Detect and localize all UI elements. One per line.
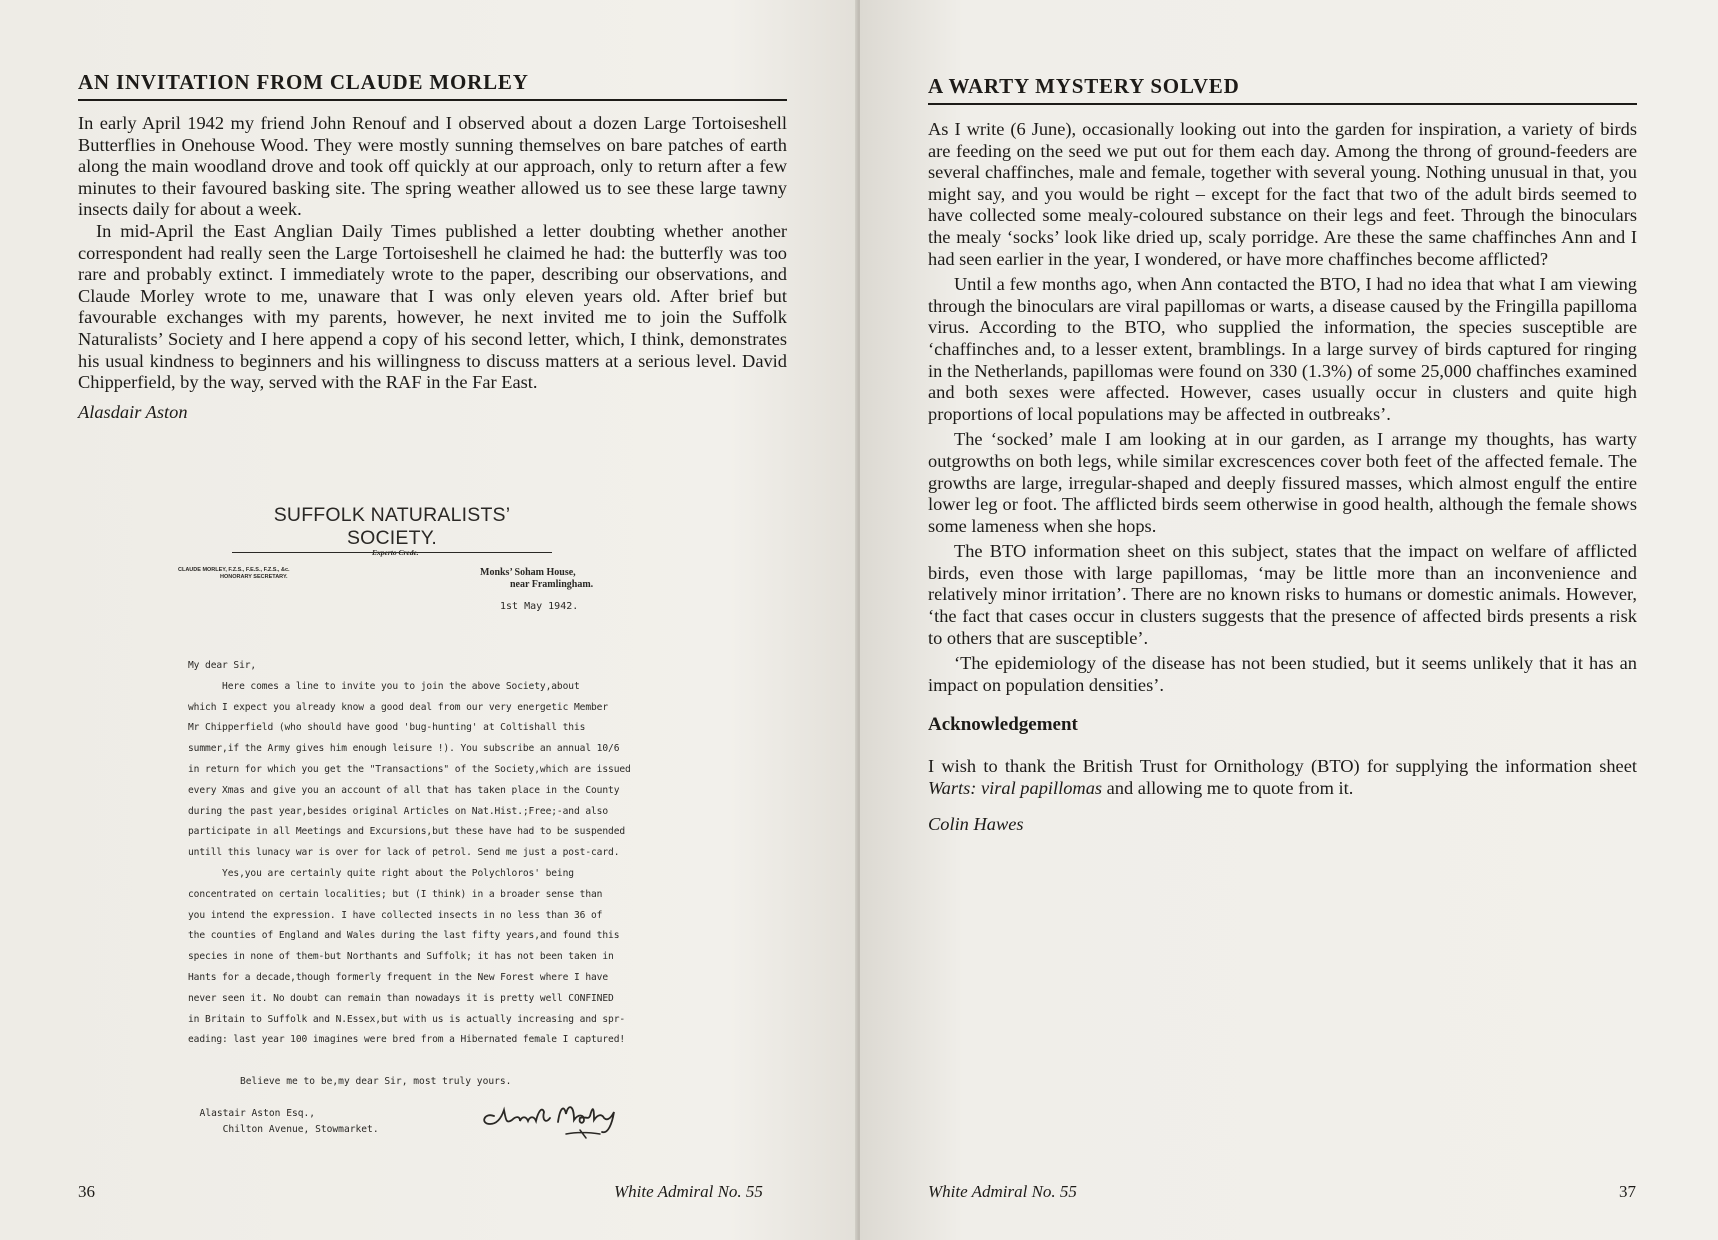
letter-closing: Believe me to be,my dear Sir, most truly yours. Alastair Aston Esq., Chilton Avenue, Stowmarket. <box>199 1076 512 1135</box>
article-title: AN INVITATION FROM CLAUDE MORLEY <box>78 70 787 101</box>
letter-officer: CLAUDE MORLEY, F.Z.S., F.E.S., F.Z.S., &c. <box>178 567 290 573</box>
left-article <box>78 70 787 423</box>
letter-heading: SUFFOLK NATURALISTS’ SOCIETY. <box>232 504 552 553</box>
page-number: 37 <box>1619 1182 1636 1201</box>
page-number: 36 <box>78 1182 95 1201</box>
article-paragraph: In early April 1942 my friend John Renouf and I observed about a dozen Large Tortoiseshell Butterflies in Onehouse Wood. They were mostly sunning themselves on bare patches of earth along the main woodland drove and took off quickly at our approach, only to return after a few minutes to their favoured basking site. The spring weather allowed us to see these large tawny insects daily for about a week. <box>78 113 787 220</box>
letter-address-line: Monks’ Soham House, <box>480 567 576 578</box>
article-paragraph: Until a few months ago, when Ann contacted the BTO, I had no idea that what I am viewing through the binoculars are viral papillomas or warts, a disease caused by the Fringilla papilloma virus. According to the BTO, who supplied the information, the species susceptible are ‘chaffinches and, to a lesser extent, bramblings. In a large survey of birds captured for ringing in the Netherlands, papillomas were found on 330 (1.3%) of some 25,000 chaffinches examined and both sexes were affected. However, cases usually occur in clusters and quite high proportions of local populations may be affected in outbreaks’. <box>928 274 1637 424</box>
right-page <box>860 0 1718 1240</box>
letter-motto: Experto Crede. <box>372 548 419 557</box>
acknowledgement-heading: Acknowledgement <box>928 714 1078 736</box>
magazine-name: White Admiral No. 55 <box>614 1182 763 1201</box>
article-author: Colin Hawes <box>928 813 1024 834</box>
letter-body: My dear Sir, Here comes a line to invite you to join the above Society,about which I expect you already know a good deal from our very energetic Member Mr Chipperfield (who should have good 'bug-hunting' at Coltishall this summer,if the Army gives him enough leisure !). You subscribe an annual 10/6 in return for which you get the "Transactions" of the Society,which are issued every Xmas and give you an account of all that has taken place in the County during the past year,besides original Articles on Nat.Hist.;Free;-and also participate in all Meetings and Excursions,but these have had to be suspended untill this lunacy war is over for lack of petrol. Send me just a post-card. Yes,you are certainly quite right about the Polychloros' being concentrated on certain localities; but (I think) in a broader sense than you intend the expression. I have collected insects in no less than 36 of the counties of England and Wales during the last fifty years,and found this species in none of them-but Northants and Suffolk; it has not been taken in Hants for a decade,though formerly frequent in the New Forest where I have never seen it. No doubt can remain than nowadays it is pretty well CONFINED in Britain to Suffolk and N.Essex,but with us is actually increasing and spr- eading: last year 100 imagines were bred from a Hibernated female I captured! <box>188 660 631 1046</box>
article-paragraph: ‘The epidemiology of the disease has not been studied, but it seems unlikely that it has an impact on population densities’. <box>928 653 1637 695</box>
article-paragraph: In mid-April the East Anglian Daily Times published a letter doubting whether another correspondent had really seen the Large Tortoiseshell he claimed he had: the butterfly was too rare and probably extinct. I immediately wrote to the paper, describing our observations, and Claude Morley wrote to me, unaware that I was only eleven years old. After brief but favourable exchanges with my parents, however, he next invited me to join the Suffolk Naturalists’ Society and I here append a copy of his second letter, which, I think, demonstrates his usual kindness to beginners and his willingness to discuss matters at a serious level. David Chipperfield, by the way, served with the RAF in the Far East. <box>78 220 787 393</box>
left-page <box>0 0 858 1240</box>
magazine-name: White Admiral No. 55 <box>928 1182 1077 1201</box>
letter-address-line: near Framlingham. <box>510 579 594 590</box>
article-title: A WARTY MYSTERY SOLVED <box>928 74 1637 105</box>
letter-date: 1st May 1942. <box>500 601 579 612</box>
ack-text-part: and allowing me to quote from it. <box>1102 778 1354 799</box>
right-article <box>928 74 1637 835</box>
ack-text-part: I wish to thank the British Trust for Ornithology (BTO) for supplying the information sheet <box>928 756 1637 777</box>
article-author: Alasdair Aston <box>78 401 188 422</box>
handwritten-signature <box>476 1094 636 1146</box>
acknowledgement-text <box>928 756 1637 799</box>
ack-text-title: Warts: viral papillomas <box>928 778 1103 799</box>
letter-officer-title: HONORARY SECRETARY. <box>220 574 288 580</box>
article-paragraph: The ‘socked’ male I am looking at in our garden, as I arrange my thoughts, has warty outgrowths on both legs, while similar excrescences cover both feet of the affected female. The growths are large, irregular-shaped and deeply fissured masses, which almost engulf the entire lower leg or foot. The afflicted birds seem otherwise in good health, although the female shows some lameness when she hops. <box>928 429 1637 536</box>
article-paragraph: As I write (6 June), occasionally looking out into the garden for inspiration, a variety of birds are feeding on the seed we put out for them each day. Among the throng of ground-feeders are several chaffinches, male and female, together with several young. Nothing unusual in that, you might say, and you would be right – except for the fact that two of the adult birds seemed to have collected some mealy-coloured substance on their legs and feet. Through the binoculars the mealy ‘socks’ look like dried up, scaly porridge. Are these the same chaffinches Ann and I had seen earlier in the year, I wondered, or have more chaffinches become afflicted? <box>928 119 1637 269</box>
article-paragraph: The BTO information sheet on this subject, states that the impact on welfare of afflicted birds, even those with large papillomas, ‘may be little more than an inconvenience and relatively minor irritation’. There are no known risks to humans or domestic animals. However, ‘the fact that cases occur in clusters suggests that the presence of affected birds presents a risk to others that are susceptible’. <box>928 541 1637 648</box>
